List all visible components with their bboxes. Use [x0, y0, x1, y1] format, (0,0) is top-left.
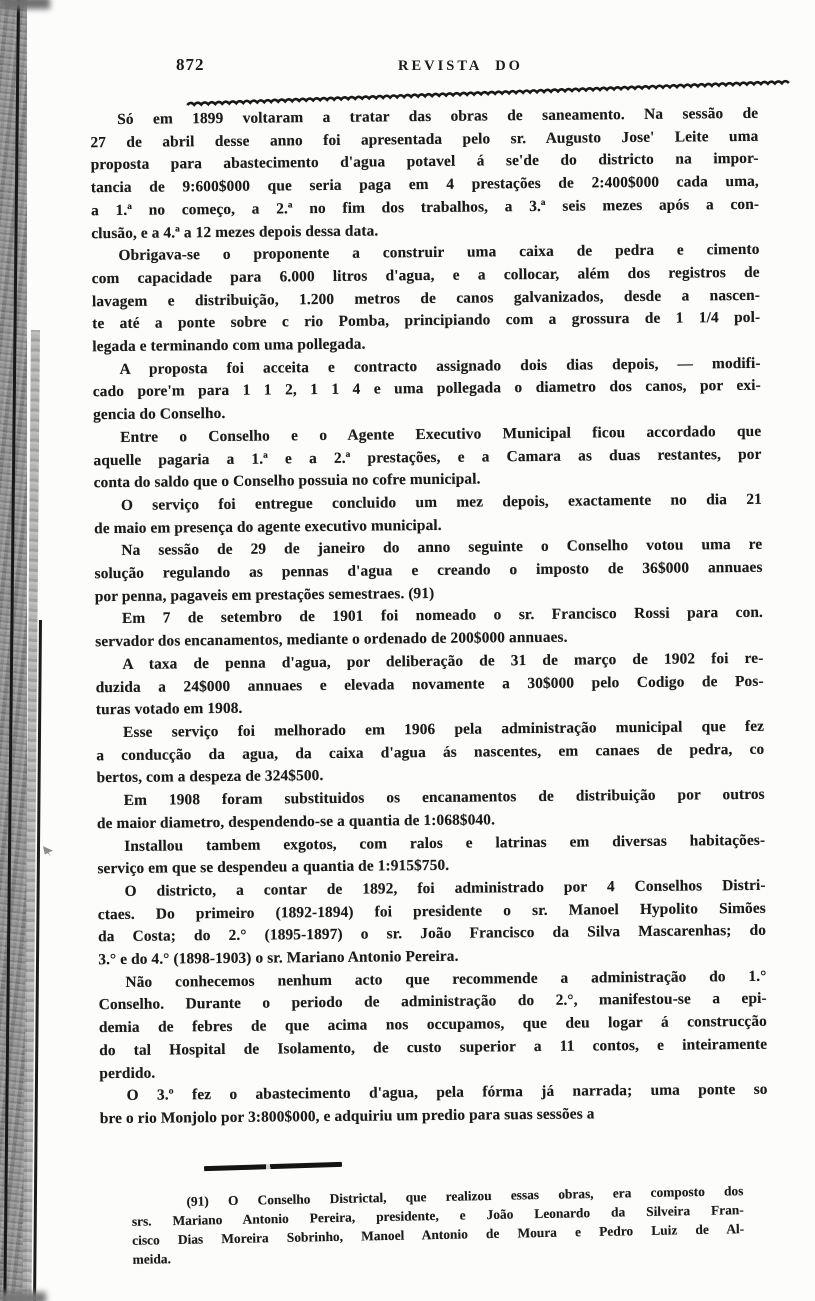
text-line: servador dos encanamentos, mediante o ordenado de 200$000 annuaes.	[95, 628, 568, 651]
text-line: de maior diametro, despendendo-se a quantia de 1:068$040.	[96, 811, 496, 832]
text-line: Entre o Conselho e o Agente Executivo Municipal ficou accordado que	[120, 422, 762, 446]
scan-corner-smudge-top	[0, 0, 50, 9]
text-line: tancia de 9:600$000 que seria paga em 4 prestações de 2:400$000 cada uma,	[90, 172, 759, 197]
text-line: cado pore'm para 1 1 2, 1 1 4 e uma pollegada o diametro dos canos, por exi-	[92, 377, 761, 401]
body-column	[90, 103, 768, 1131]
running-head-title: REVISTA DO	[398, 58, 523, 74]
text-line: proposta para abastecimento d'agua potavel á se'de do districto na impor-	[90, 150, 759, 174]
page-number: 872	[176, 55, 205, 74]
text-line: demia de febres de que acima nos occupamos, que deu logar á construcção	[98, 1012, 767, 1037]
text-line: bertos, com a despeza de 324$500.	[96, 767, 324, 787]
scan-corner-smudge-bottom	[0, 1292, 46, 1301]
text-line: Na sessão de 29 de janeiro do anno seguinte o Conselho votou uma re	[121, 536, 763, 560]
text-line: da Costa; do 2.° (1895-1897) o sr. João Francisco da Silva Mascarenhas; do	[97, 922, 767, 946]
paragraph	[95, 602, 763, 654]
text-line: Não conhecemos nenhum acto que recommende a administração do 1.°	[125, 967, 767, 991]
text-line: cisco Dias Moreira Sobrinho, Manoel Antonio de Moura e Pedro Luiz de Al-	[132, 1220, 745, 1248]
text-line: legada e terminando com uma pollegada.	[92, 335, 366, 356]
text-line: A proposta foi acceita e contracto assignado dois dias depois, — modifi-	[119, 354, 761, 378]
text-line: Em 1908 foram substituidos os encanamentos de distribuição por outros	[123, 785, 765, 810]
text-line: turas votado em 1908.	[95, 700, 243, 719]
text-line: O 3.º fez o abastecimento d'agua, pela fórma já narrada; uma ponte so	[126, 1081, 768, 1105]
text-line: O serviço foi entregue concluido um mez depois, exactamente no dia 21	[120, 490, 762, 514]
text-line: Conselho. Durante o periodo de administração do 2.°, manifestou-se a epi-	[98, 990, 767, 1014]
scan-gutter-shadow	[0, 0, 27, 1301]
text-line: aquelle pagaria a 1.ª e a 2.ª prestações, e a Camara as duas restantes, por	[93, 445, 762, 469]
paragraph	[98, 965, 767, 1085]
text-line: de maio em presença do agente executivo municipal.	[94, 516, 442, 537]
paragraph	[91, 239, 760, 359]
paragraph	[97, 784, 765, 836]
text-line: A taxa de penna d'agua, por deliberação de 31 de março de 1902 foi re-	[122, 649, 764, 673]
footnote-rule	[204, 1162, 342, 1171]
text-line: do tal Hospital de Isolamento, de custo superior a 11 contos, e inteiramente	[99, 1035, 768, 1060]
paragraph	[95, 648, 764, 723]
text-line: com capacidade para 6.000 litros d'agua, e a collocar, além dos registros de	[91, 263, 760, 288]
paragraph	[90, 103, 759, 246]
scan-speck-artifact	[43, 844, 54, 858]
text-line: 27 de abril desse anno foi apresentada pelo sr. Augusto Jose' Leite uma	[90, 127, 759, 151]
paragraph	[98, 875, 767, 972]
text-line: Esse serviço foi melhorado em 1906 pela administração municipal que fez	[123, 717, 765, 741]
text-line: Só em 1899 voltaram a tratar das obras de saneamento. Na sessão de	[117, 104, 759, 128]
paragraph	[93, 421, 762, 496]
text-line: conta do saldo que o Conselho possuia no cofre municipal.	[93, 470, 481, 492]
text-line: Em 7 de setembro de 1901 foi nomeado o sr. Francisco Rossi para con.	[121, 604, 764, 628]
paragraph	[99, 1079, 767, 1131]
text-line: perdido.	[99, 1064, 156, 1082]
text-line: bre o rio Monjolo por 3:800$000, e adquiriu um predio para suas sessões a	[99, 1105, 595, 1128]
text-line: O districto, a contar de 1892, foi administrado por 4 Conselhos Distri-	[124, 876, 766, 900]
text-line: meida.	[132, 1250, 172, 1267]
text-line: te até a ponte sobre c rio Pomba, principiando com a grossura de 1 1/4 pol-	[92, 309, 761, 333]
text-line: clusão, e a 4.ª a 12 mezes depois dessa data.	[91, 221, 379, 242]
text-line: Installou tambem exgotos, com ralos e latrinas em diversas habitações-	[124, 831, 766, 855]
paragraph	[94, 489, 762, 541]
footnote-column	[131, 1182, 744, 1269]
text-line: a conducção da agua, da caixa d'agua ás nascentes, em canaes de pedra, co	[96, 740, 765, 764]
paragraph	[97, 829, 765, 881]
text-line: srs. Mariano Antonio Pereira, presidente, e João Leonardo da Silveira Fran-	[131, 1202, 744, 1229]
text-line: Obrigava-se o proponente a construir uma caixa de pedra e cimento	[118, 241, 760, 265]
text-line: 3.° e do 4.° (1898-1903) o sr. Mariano Antonio Pereira.	[98, 947, 459, 969]
text-line: por penna, pagaveis em prestações semestraes. (91)	[94, 584, 435, 605]
text-line: a 1.ª no começo, a 2.ª no fim dos trabalhos, a 3.ª seis mezes após a con-	[91, 195, 760, 220]
text-line: ctaes. Do primeiro (1892-1894) foi presidente o sr. Manoel Hypolito Simões	[97, 899, 766, 923]
text-line: serviço em que se despendeu a quantia de 1:915$750.	[97, 857, 450, 878]
text-line: lavagem e distribuição, 1.200 metros de canos galvanizados, desde a nascen-	[91, 286, 761, 310]
text-line: gencia do Conselho.	[92, 405, 226, 424]
text-line: (91) O Conselho Districtal, que realizou essas obras, era composto dos	[186, 1183, 744, 1209]
text-line: duzida a 24$000 annuaes e elevada novamente a 30$000 pelo Codigo de Pos-	[95, 672, 764, 696]
paragraph	[93, 353, 762, 428]
paragraph	[94, 534, 763, 609]
paragraph	[96, 716, 765, 791]
text-line: solução regulando as pennas d'agua e creando o imposto de 36$000 annuaes	[94, 558, 763, 583]
